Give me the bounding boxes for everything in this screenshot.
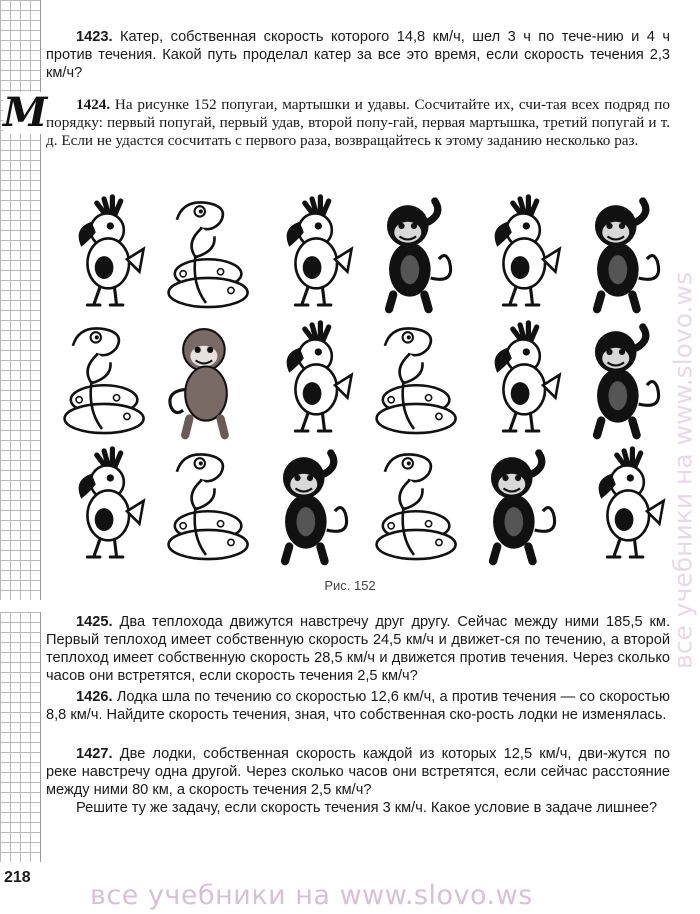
watermark-bottom: все учебники на www.slovo.ws: [90, 880, 533, 911]
monkey-dark-illustration: [258, 442, 362, 568]
problem-1423: 1423. Катер, собственная скорость которого 14,8 км/ч, шел 3 ч по тече-нию и 4 ч против течения. Какой путь проделал катер за все это время, если скорость течения 2,3 км/ч?: [46, 29, 670, 81]
problem-1427: 1427. Две лодки, собственная скорость каждой из которых 12,5 км/ч, дви-жутся по реке навстречу одна другой. Через сколько часов они встретятся, если сейчас расстояние между ними 80 км, а скорость течения 2,5 км/ч? Решите ту же задачу, если скорость течения 3 км/ч. Какое условие в задаче лишнее?: [46, 746, 670, 816]
monkey-dark-illustration: [362, 190, 466, 316]
problem-1427-extra: Решите ту же задачу, если скорость течения 3 км/ч. Какое условие в задаче лишнее?: [76, 800, 658, 816]
snake-illustration: [154, 190, 258, 316]
parrot-illustration: [258, 190, 362, 316]
monkey-dark-illustration: [570, 190, 674, 316]
problem-1425-text: Два теплохода движутся навстречу друг другу. Сейчас между ними 185,5 км. Первый теплоход имеет собственную скорость 24,5 км/ч и движет-ся по течению, а второй теплоход имеет собственную скорость 28,5 км/ч и движется против течения. Через сколько часов они встретятся, если скорость течения 2,5 км/ч?: [46, 614, 670, 684]
parrot-illustration: [258, 316, 362, 442]
parrot-illustration: [50, 190, 154, 316]
parrot-illustration: [466, 190, 570, 316]
snake-illustration: [362, 316, 466, 442]
watermark-side: все учебники на www.slovo.ws: [668, 272, 698, 669]
problem-1424: 1424. На рисунке 152 попугаи, мартышки и удавы. Сосчитайте их, счи-тая всех подряд по порядку: первый попугай, первый удав, второй попу-гай, первая мартышка, третий попугай и т. д. Если не удастся сосчитать с первого раза, возвращайтесь к этому заданию несколько раз.: [46, 96, 670, 149]
snake-illustration: [50, 316, 154, 442]
monkey-dark-illustration: [466, 442, 570, 568]
margin-mark: М: [3, 89, 48, 136]
snake-illustration: [154, 442, 258, 568]
problem-1426: 1426. Лодка шла по течению со скоростью 12,6 км/ч, а против течения — со скоростью 8,8 км/ч. Найдите скорость течения, зная, что собственная ско-рость лодки не изменялась.: [46, 689, 670, 723]
snake-illustration: [362, 442, 466, 568]
problem-1426-text: Лодка шла по течению со скоростью 12,6 км/ч, а против течения — со скоростью 8,8 км/ч. Найдите скорость течения, зная, что собственная ско-рость лодки не изменялась.: [46, 689, 670, 723]
monkey-dark-illustration: [570, 316, 674, 442]
problem-1423-text: Катер, собственная скорость которого 14,8 км/ч, шел 3 ч по тече-нию и 4 ч против течения. Какой путь проделал катер за все это время, если скорость течения 2,3 км/ч?: [46, 29, 670, 81]
parrot-illustration: [50, 442, 154, 568]
parrot-illustration: [570, 442, 674, 568]
figure-caption: Рис. 152: [324, 578, 376, 593]
figure-152: [50, 190, 675, 570]
problem-1427-text: Две лодки, собственная скорость каждой из которых 12,5 км/ч, дви-жутся по реке навстречу одна другой. Через сколько часов они встретятся, если сейчас расстояние между ними 80 км, а скорость течения 2,5 км/ч?: [46, 746, 670, 798]
parrot-illustration: [466, 316, 570, 442]
monkey-brown-illustration: [154, 316, 258, 442]
page-number: 218: [4, 869, 31, 886]
problem-1425: 1425. Два теплохода движутся навстречу друг другу. Сейчас между ними 185,5 км. Первый теплоход имеет собственную скорость 24,5 км/ч и движет-ся по течению, а второй теплоход имеет собственную скорость 28,5 км/ч и движется против течения. Через сколько часов они встретятся, если скорость течения 2,5 км/ч?: [46, 614, 670, 684]
margin-grid-bottom: [0, 612, 41, 862]
problem-1424-text: На рисунке 152 попугаи, мартышки и удавы. Сосчитайте их, счи-тая всех подряд по порядку: первый попугай, первый удав, второй попу-гай, первая мартышка, третий попугай и т. д. Если не удастся сосчитать с первого раза, возвращайтесь к этому заданию несколько раз.: [46, 96, 670, 149]
